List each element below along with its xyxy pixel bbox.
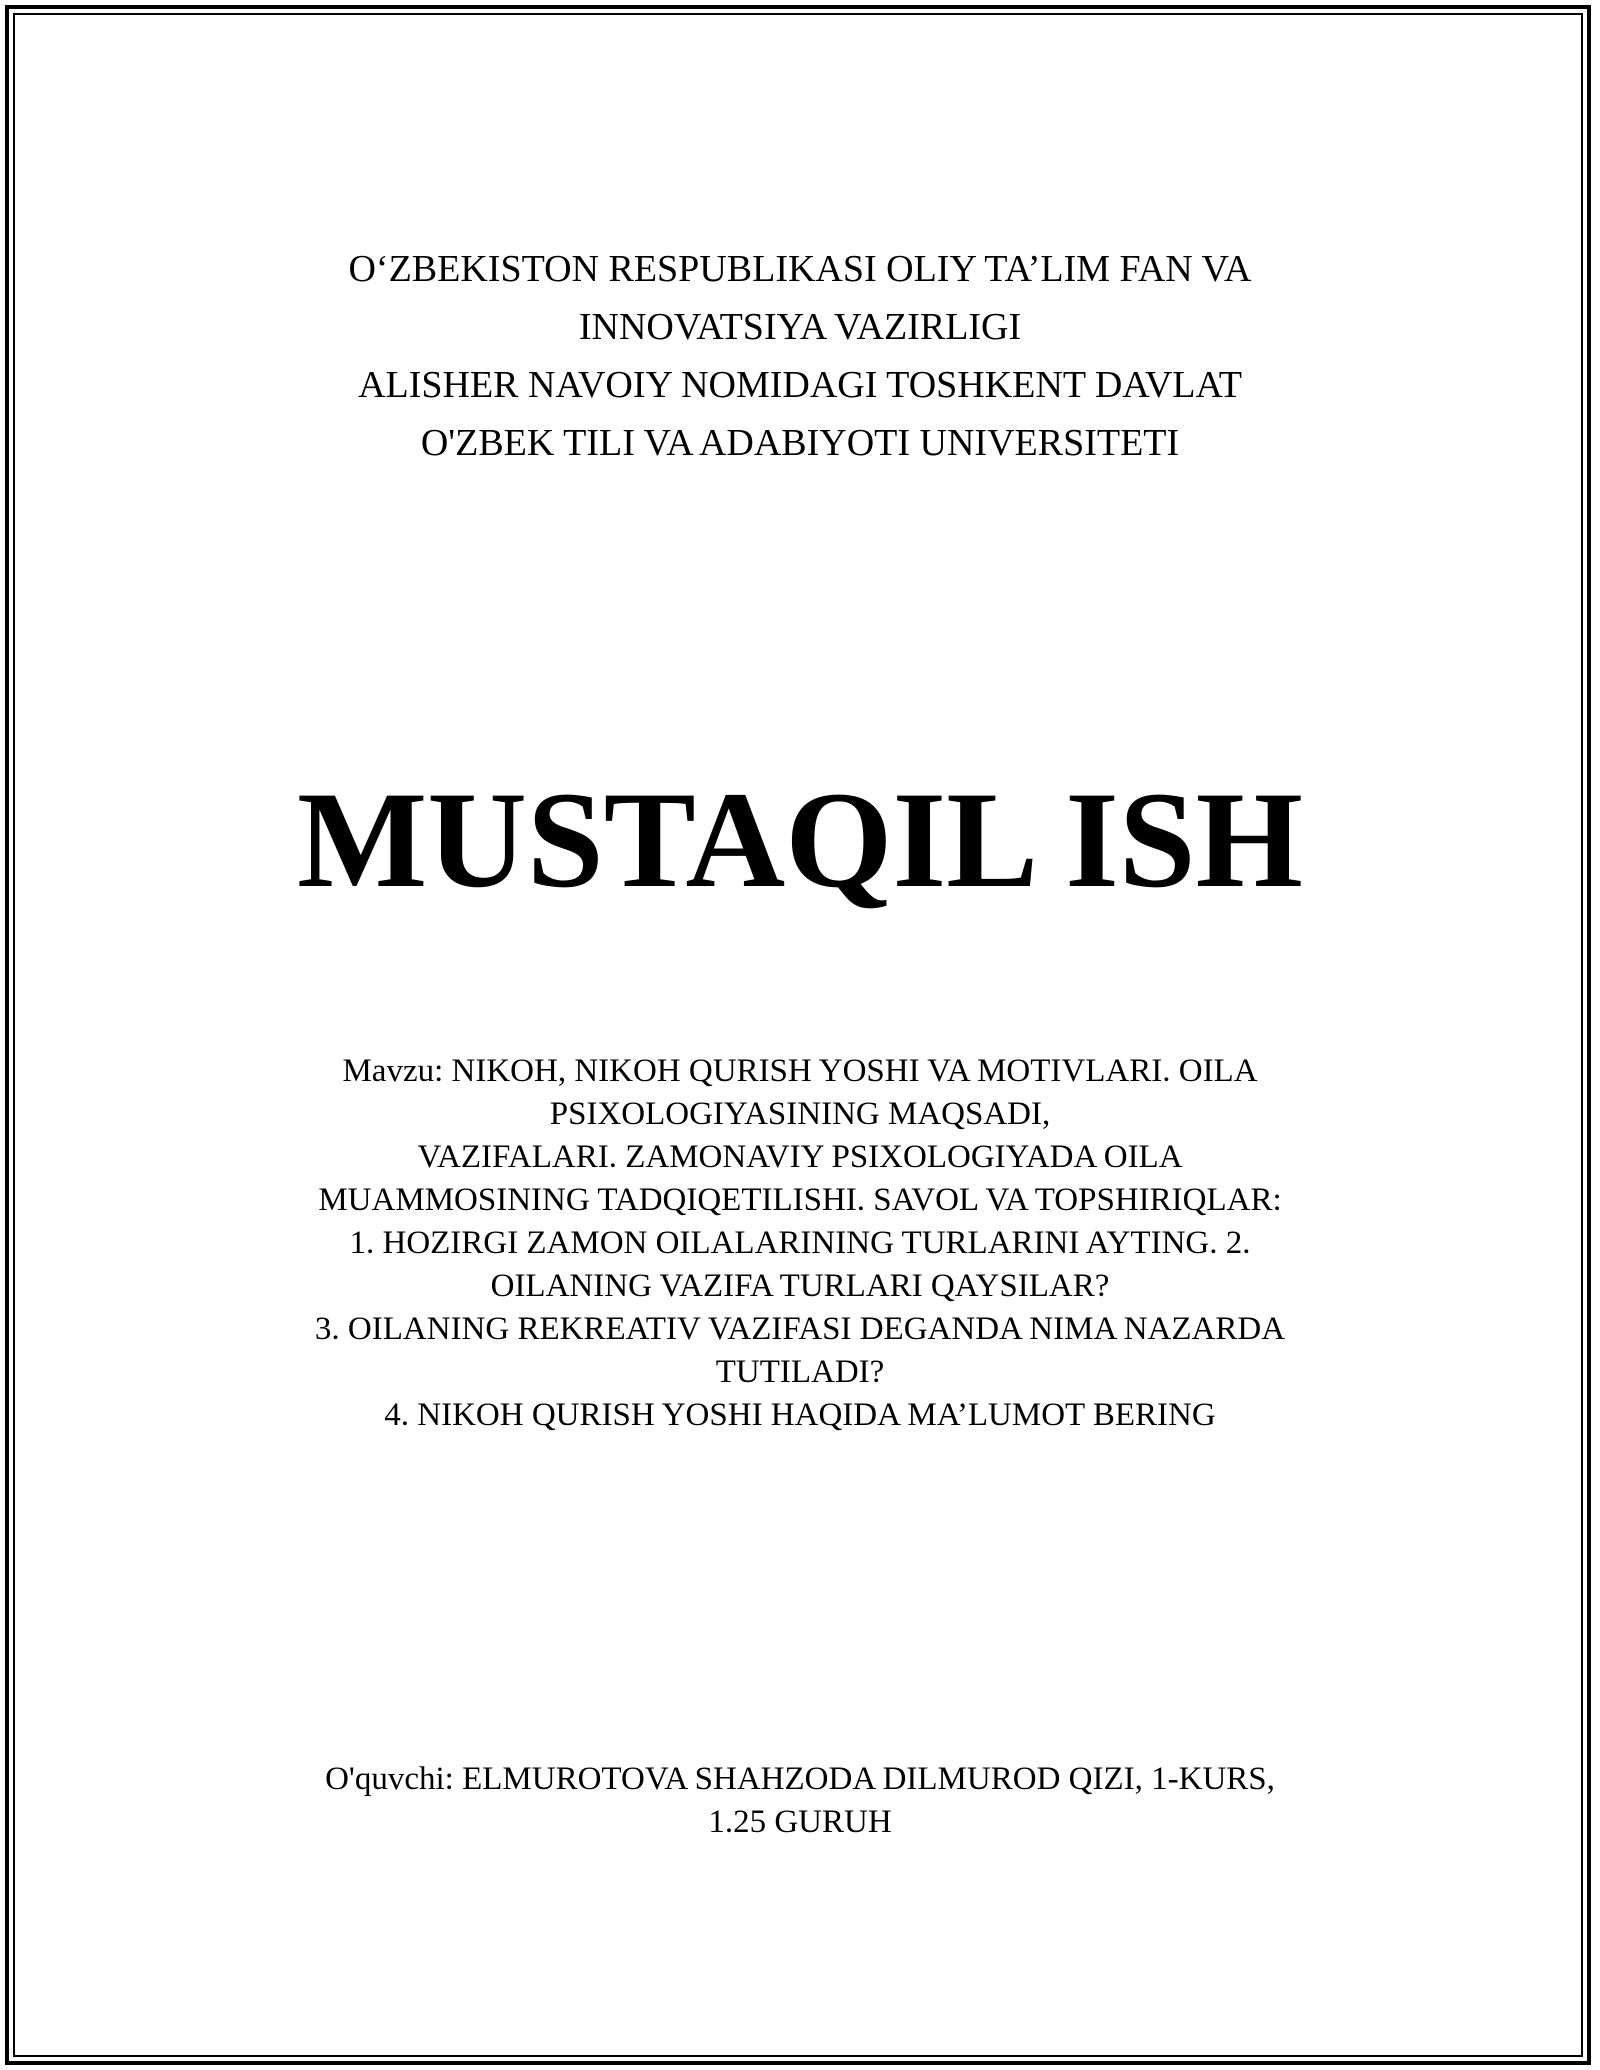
topic-line: 4. NIKOH QURISH YOSHI HAQIDA MA’LUMOT BERING: [384, 1397, 1216, 1433]
student-info: [0, 1758, 1600, 1844]
topic-line: 1. HOZIRGI ZAMON OILALARINING TURLARINI AYTING. 2.: [349, 1225, 1251, 1261]
topic-line: TUTILADI?: [715, 1354, 885, 1390]
topic-line: OILANING VAZIFA TURLARI QAYSILAR?: [490, 1268, 1110, 1304]
header-line: O'ZBEK TILI VA ADABIYOTI UNIVERSITETI: [420, 422, 1180, 464]
topic-line: 3. OILANING REKREATIV VAZIFASI DEGANDA NIMA NAZARDA: [314, 1311, 1286, 1347]
institution-header: [0, 240, 1600, 472]
header-line: INNOVATSIYA VAZIRLIGI: [578, 306, 1022, 348]
document-title: MUSTAQIL ISH: [297, 763, 1303, 916]
topic-line: PSIXOLOGIYASINING MAQSADI,: [549, 1096, 1051, 1132]
student-line: O'quvchi: ELMUROTOVA SHAHZODA DILMUROD QIZI, 1-KURS,: [325, 1761, 1275, 1797]
student-line: 1.25 GURUH: [708, 1804, 892, 1840]
topic-line: MUAMMOSINING TADQIQETILISHI. SAVOL VA TOPSHIRIQLAR:: [318, 1182, 1282, 1218]
header-line: ALISHER NAVOIY NOMIDAGI TOSHKENT DAVLAT: [358, 364, 1242, 406]
topic-line: VAZIFALARI. ZAMONAVIY PSIXOLOGIYADA OILA: [417, 1139, 1183, 1175]
header-line: O‘ZBEKISTON RESPUBLIKASI OLIY TA’LIM FAN VA: [348, 248, 1252, 290]
topic-line: Mavzu: NIKOH, NIKOH QURISH YOSHI VA MOTIVLARI. OILA: [342, 1053, 1258, 1089]
topic-section: [0, 1050, 1600, 1437]
